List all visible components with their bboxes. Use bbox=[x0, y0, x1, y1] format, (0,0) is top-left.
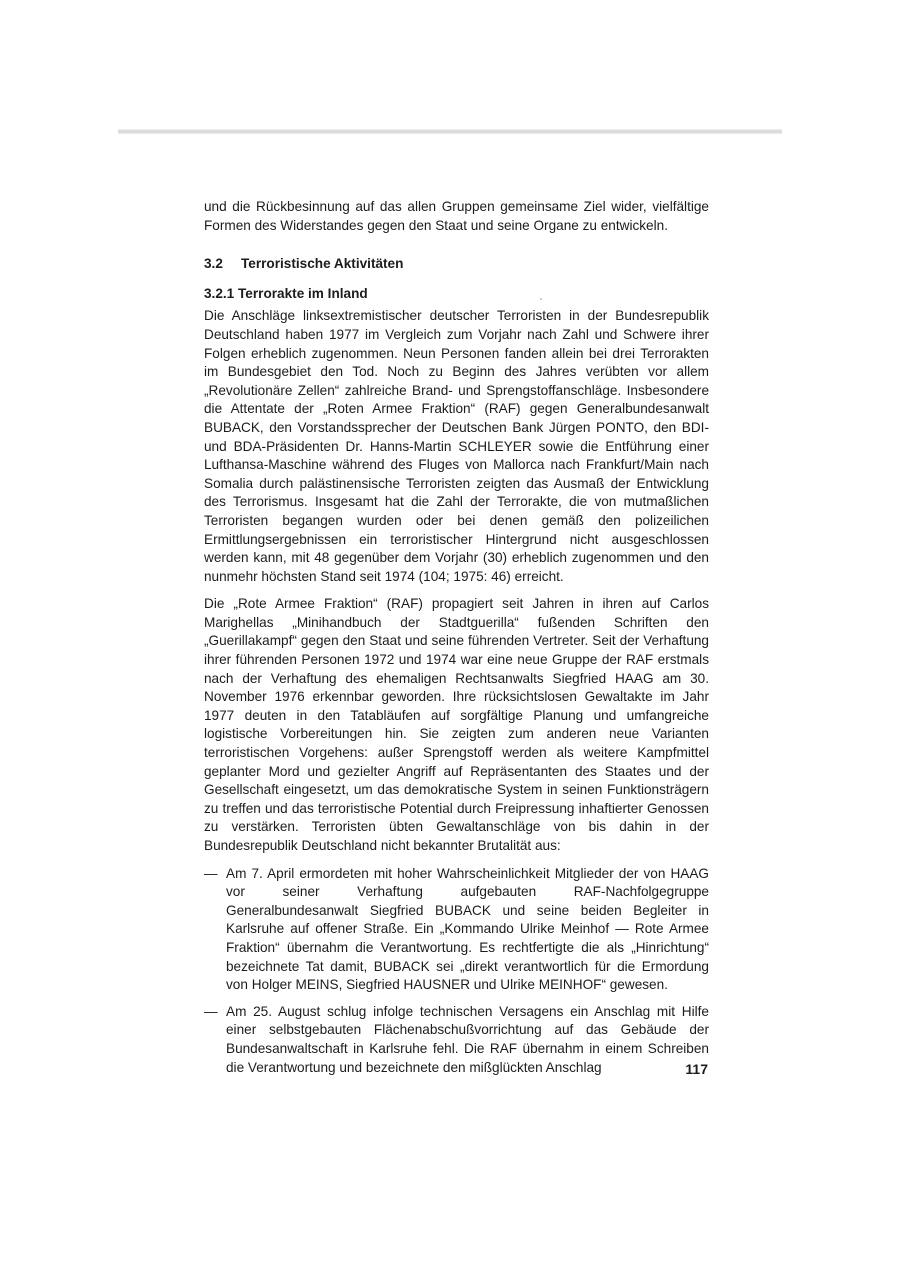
section-number: 3.2 bbox=[204, 256, 223, 272]
dash-marker: — bbox=[204, 1003, 218, 1019]
list-item bbox=[204, 1003, 709, 1077]
dash-marker: — bbox=[204, 865, 218, 881]
list-item-text: Am 7. April ermordeten mit hoher Wahrscheinlichkeit Mitglieder der von HAAG vor seiner Verhaftung aufgebauten RAF-Nachfolgegruppe Generalbundesanwalt Siegfried BUBACK und seine beiden Begleiter in Karlsruhe auf offener Straße. Ein „Kommando Ulrike Meinhof — Rote Armee Fraktion“ übernahm die Verantwortung. Es rechtfertigte die als „Hinrichtung“ bezeichnete Tat damit, BUBACK sei „direkt verantwortlich für die Ermordung von Holger MEINS, Siegfried HAUSNER und Ulrike MEINHOF“ gewesen. bbox=[226, 865, 709, 993]
list-item-text: Am 25. August schlug infolge technischen Versagens ein Anschlag mit Hilfe einer selbstgebauten Flächenabschußvorrichtung auf das Gebäude der Bundesanwaltschaft in Karlsruhe fehl. Die RAF übernahm in einem Schreiben die Verantwortung und bezeichnete den mißglückten Anschlag bbox=[226, 1003, 709, 1075]
section-title: Terroristische Aktivitäten bbox=[241, 256, 404, 272]
subsection-title: Terrorakte im Inland bbox=[238, 285, 368, 301]
subsection-number: 3.2.1 bbox=[204, 285, 235, 301]
page-number: 117 bbox=[685, 1061, 708, 1077]
document-page bbox=[204, 198, 709, 1085]
subsection-heading bbox=[204, 285, 709, 304]
intro-paragraph: und die Rückbesinnung auf das allen Gruppen gemeinsame Ziel wider, vielfältige Formen des Widerstandes gegen den Staat und seine Organe zu entwickeln. bbox=[204, 199, 709, 233]
section-heading bbox=[204, 255, 709, 274]
body-paragraph: Die Anschläge linksextremistischer deutscher Terroristen in der Bundesrepublik Deutschland haben 1977 im Vergleich zum Vorjahr nach Zahl und Schwere ihrer Folgen erheblich zugenommen. Neun Personen fanden allein bei drei Terrorakten im Bundesgebiet den Tod. Noch zu Beginn des Jahres verübten vor allem „Revolutionäre Zellen“ zahlreiche Brand- und Sprengstoffanschläge. Insbesondere die Attentate der „Roten Armee Fraktion“ (RAF) gegen Generalbundesanwalt BUBACK, den Vorstandssprecher der Deutschen Bank Jürgen PONTO, den BDI- und BDA-Präsidenten Dr. Hanns-Martin SCHLEYER sowie die Entführung einer Lufthansa-Maschine während des Fluges von Mallorca nach Frankfurt/Main nach Somalia durch palästinensische Terroristen zeigten das Ausmaß der Entwicklung des Terrorismus. Insgesamt hat die Zahl der Terrorakte, die von mutmaßlichen Terroristen begangen wurden oder bei denen gemäß den polizeilichen Ermittlungsergebnissen ein terroristischer Hintergrund nicht ausgeschlossen werden kann, mit 48 gegenüber dem Vorjahr (30) erheblich zugenommen und den nunmehr höchsten Stand seit 1974 (104; 1975: 46) erreicht. bbox=[204, 308, 709, 584]
body-paragraph: Die „Rote Armee Fraktion“ (RAF) propagiert seit Jahren in ihren auf Carlos Marighellas „Minihandbuch der Stadtguerilla“ fußenden Schriften den „Guerillakampf“ gegen den Staat und seine führenden Vertreter. Seit der Verhaftung ihrer führenden Personen 1972 und 1974 war eine neue Gruppe der RAF erstmals nach der Verhaftung des ehemaligen Rechtsanwalts Siegfried HAAG am 30. November 1976 erkennbar geworden. Ihre rücksichtslosen Gewaltakte im Jahr 1977 deuten in den Tatabläufen auf sorgfältige Planung und umfangreiche logistische Vorbereitungen hin. Sie zeigten zum anderen neue Varianten terroristischen Vorgehens: außer Sprengstoff werden als weitere Kampfmittel geplanter Mord und gezielter Angriff auf Repräsentanten des Staates und der Gesellschaft eingesetzt, um das demokratische System in seinen Funktionsträgern zu treffen und das terroristische Potential durch Freipressung inhaftierter Genossen zu verstärken. Terroristen übten Gewaltanschläge von bis dahin in der Bundesrepublik Deutschland nicht bekannter Brutalität aus: bbox=[204, 596, 709, 853]
list-item bbox=[204, 865, 709, 995]
dash-list bbox=[204, 865, 709, 1078]
scan-shadow-line bbox=[118, 129, 782, 134]
